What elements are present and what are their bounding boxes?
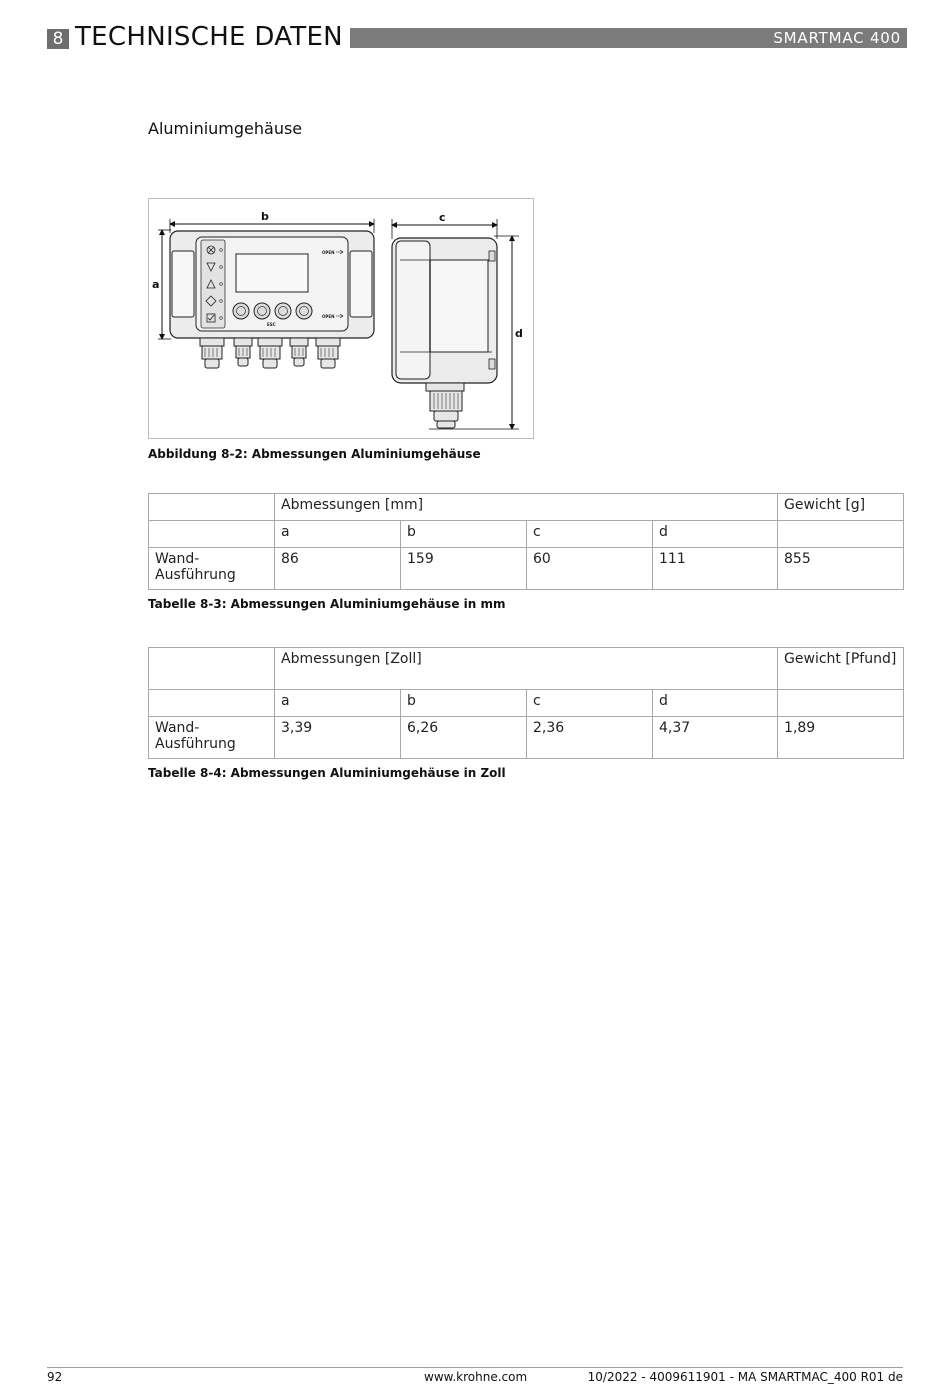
table-caption-zoll: Tabelle 8-4: Abmessungen Aluminiumgehäuse in Zoll [148, 766, 506, 780]
value-d: 111 [653, 548, 778, 590]
header-bar [350, 28, 907, 48]
table-row [149, 717, 904, 759]
row-label: Wand-Ausführung [149, 548, 275, 590]
table-cell-empty [778, 690, 904, 717]
table-subheader-row [149, 690, 904, 717]
open-label-bottom: OPEN [322, 314, 335, 319]
chapter-number: 8 [47, 29, 69, 49]
table-cell-empty [149, 521, 275, 548]
value-a: 86 [275, 548, 401, 590]
header-dimensions-zoll: Abmessungen [Zoll] [275, 648, 778, 690]
subheader-a: a [275, 690, 401, 717]
dimension-label-d: d [515, 327, 523, 340]
value-b: 6,26 [401, 717, 527, 759]
page-header [47, 22, 907, 52]
table-row [149, 548, 904, 590]
subheader-b: b [401, 521, 527, 548]
dimension-label-b: b [261, 210, 269, 223]
table-cell-empty [149, 494, 275, 521]
table-header-row [149, 494, 904, 521]
row-label: Wand-Ausführung [149, 717, 275, 759]
subheader-b: b [401, 690, 527, 717]
value-weight: 1,89 [778, 717, 904, 759]
dimensions-table-mm [148, 493, 904, 590]
page-number: 92 [47, 1370, 63, 1384]
footer-website: www.krohne.com [424, 1370, 528, 1384]
value-a: 3,39 [275, 717, 401, 759]
product-name: SMARTMAC 400 [773, 29, 901, 47]
footer-doc-info: 10/2022 - 4009611901 - MA SMARTMAC_400 R01 de [587, 1370, 903, 1384]
housing-drawing [149, 199, 533, 438]
table-cell-empty [149, 648, 275, 690]
open-label-top: OPEN [322, 250, 335, 255]
table-caption-mm: Tabelle 8-3: Abmessungen Aluminiumgehäuse in mm [148, 597, 506, 611]
subheader-d: d [653, 521, 778, 548]
front-view [170, 231, 374, 368]
value-b: 159 [401, 548, 527, 590]
esc-label: ESC [267, 322, 276, 327]
subheader-d: d [653, 690, 778, 717]
figure-caption: Abbildung 8-2: Abmessungen Aluminiumgehäuse [148, 447, 481, 461]
header-dimensions-mm: Abmessungen [mm] [275, 494, 778, 521]
table-header-row [149, 648, 904, 690]
table-subheader-row [149, 521, 904, 548]
section-title: Aluminiumgehäuse [148, 119, 303, 138]
table-cell-empty [778, 521, 904, 548]
dimension-figure [148, 198, 534, 439]
subheader-a: a [275, 521, 401, 548]
header-weight-g: Gewicht [g] [778, 494, 904, 521]
value-weight: 855 [778, 548, 904, 590]
dimensions-table-zoll [148, 647, 904, 759]
dimension-label-c: c [439, 211, 446, 224]
footer-divider [47, 1367, 903, 1368]
dimension-label-a: a [152, 278, 160, 291]
subheader-c: c [527, 690, 653, 717]
subheader-c: c [527, 521, 653, 548]
value-d: 4,37 [653, 717, 778, 759]
table-cell-empty [149, 690, 275, 717]
header-weight-pfund: Gewicht [Pfund] [778, 648, 904, 690]
value-c: 2,36 [527, 717, 653, 759]
chapter-title: TECHNISCHE DATEN [75, 22, 343, 52]
side-view [392, 238, 497, 428]
value-c: 60 [527, 548, 653, 590]
